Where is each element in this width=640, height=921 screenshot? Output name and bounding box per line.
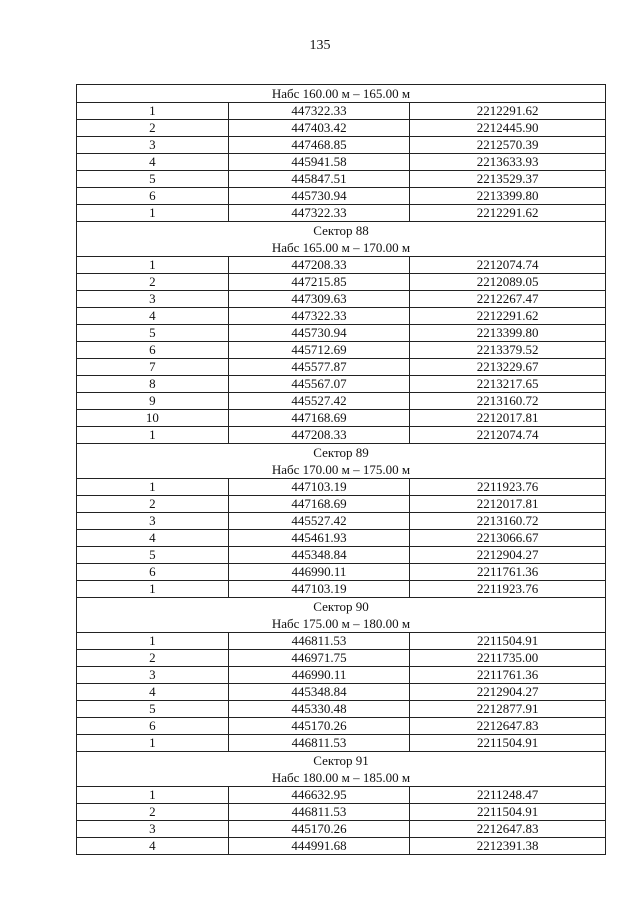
table-row: [77, 564, 606, 581]
y-coordinate-cell: 2212017.81: [410, 410, 606, 427]
table-row: [77, 581, 606, 598]
y-coordinate-cell: 2213066.67: [410, 530, 606, 547]
x-coordinate-cell: 447322.33: [228, 103, 410, 120]
y-coordinate-cell: 2213529.37: [410, 171, 606, 188]
x-coordinate-cell: 446811.53: [228, 804, 410, 821]
x-coordinate-cell: 446971.75: [228, 650, 410, 667]
table-row: [77, 821, 606, 838]
point-number-cell: 6: [77, 718, 229, 735]
x-coordinate-cell: 445567.07: [228, 376, 410, 393]
point-number-cell: 1: [77, 427, 229, 444]
table-row: [77, 650, 606, 667]
point-number-cell: 5: [77, 701, 229, 718]
x-coordinate-cell: 445847.51: [228, 171, 410, 188]
table-row: [77, 479, 606, 496]
point-number-cell: 6: [77, 564, 229, 581]
table-row: [77, 718, 606, 735]
point-number-cell: 4: [77, 530, 229, 547]
section-header-cell: [77, 222, 606, 257]
point-number-cell: 4: [77, 154, 229, 171]
x-coordinate-cell: 447103.19: [228, 479, 410, 496]
y-coordinate-cell: 2212074.74: [410, 427, 606, 444]
point-number-cell: 2: [77, 274, 229, 291]
point-number-cell: 9: [77, 393, 229, 410]
table-row: [77, 838, 606, 855]
point-number-cell: 2: [77, 804, 229, 821]
x-coordinate-cell: 447168.69: [228, 496, 410, 513]
height-range-label: Набс 175.00 м – 180.00 м: [271, 616, 411, 631]
y-coordinate-cell: 2212291.62: [410, 308, 606, 325]
section-header-row: [77, 444, 606, 479]
point-number-cell: 2: [77, 650, 229, 667]
x-coordinate-cell: 445730.94: [228, 325, 410, 342]
x-coordinate-cell: 444991.68: [228, 838, 410, 855]
x-coordinate-cell: 445712.69: [228, 342, 410, 359]
y-coordinate-cell: 2212291.62: [410, 103, 606, 120]
y-coordinate-cell: 2211923.76: [410, 581, 606, 598]
table-row: [77, 513, 606, 530]
x-coordinate-cell: 445941.58: [228, 154, 410, 171]
x-coordinate-cell: 445330.48: [228, 701, 410, 718]
y-coordinate-cell: 2212570.39: [410, 137, 606, 154]
y-coordinate-cell: 2211761.36: [410, 667, 606, 684]
x-coordinate-cell: 445461.93: [228, 530, 410, 547]
height-range-label: Набс 165.00 м – 170.00 м: [271, 240, 411, 255]
table-row: [77, 188, 606, 205]
section-header-row: [77, 85, 606, 103]
table-row: [77, 701, 606, 718]
sector-title: Сектор 91: [313, 753, 369, 768]
table-row: [77, 376, 606, 393]
x-coordinate-cell: 446811.53: [228, 735, 410, 752]
y-coordinate-cell: 2213229.67: [410, 359, 606, 376]
table-row: [77, 684, 606, 701]
y-coordinate-cell: 2211923.76: [410, 479, 606, 496]
table-row: [77, 410, 606, 427]
section-header-cell: [77, 752, 606, 787]
x-coordinate-cell: 445577.87: [228, 359, 410, 376]
section-header-cell: [77, 85, 606, 103]
section-header-row: [77, 222, 606, 257]
x-coordinate-cell: 447215.85: [228, 274, 410, 291]
table-row: [77, 496, 606, 513]
point-number-cell: 2: [77, 120, 229, 137]
x-coordinate-cell: 445348.84: [228, 684, 410, 701]
table-row: [77, 205, 606, 222]
point-number-cell: 6: [77, 342, 229, 359]
point-number-cell: 8: [77, 376, 229, 393]
table-row: [77, 308, 606, 325]
table-row: [77, 257, 606, 274]
point-number-cell: 5: [77, 547, 229, 564]
x-coordinate-cell: 446632.95: [228, 787, 410, 804]
x-coordinate-cell: 447403.42: [228, 120, 410, 137]
y-coordinate-cell: 2213399.80: [410, 325, 606, 342]
point-number-cell: 3: [77, 513, 229, 530]
height-range-label: Набс 160.00 м – 165.00 м: [271, 86, 411, 101]
x-coordinate-cell: 445170.26: [228, 718, 410, 735]
section-header-cell: [77, 598, 606, 633]
section-header-row: [77, 752, 606, 787]
x-coordinate-cell: 445348.84: [228, 547, 410, 564]
point-number-cell: 4: [77, 684, 229, 701]
y-coordinate-cell: 2213217.65: [410, 376, 606, 393]
y-coordinate-cell: 2213160.72: [410, 393, 606, 410]
table-row: [77, 120, 606, 137]
point-number-cell: 1: [77, 103, 229, 120]
point-number-cell: 7: [77, 359, 229, 376]
y-coordinate-cell: 2212089.05: [410, 274, 606, 291]
y-coordinate-cell: 2211504.91: [410, 735, 606, 752]
x-coordinate-cell: 447468.85: [228, 137, 410, 154]
y-coordinate-cell: 2211248.47: [410, 787, 606, 804]
x-coordinate-cell: 447103.19: [228, 581, 410, 598]
y-coordinate-cell: 2212267.47: [410, 291, 606, 308]
table-row: [77, 154, 606, 171]
x-coordinate-cell: 446811.53: [228, 633, 410, 650]
table-row: [77, 393, 606, 410]
section-header-row: [77, 598, 606, 633]
point-number-cell: 2: [77, 496, 229, 513]
x-coordinate-cell: 447208.33: [228, 257, 410, 274]
x-coordinate-cell: 445170.26: [228, 821, 410, 838]
table-row: [77, 787, 606, 804]
y-coordinate-cell: 2213399.80: [410, 188, 606, 205]
height-range-label: Набс 170.00 м – 175.00 м: [271, 462, 411, 477]
page-number: 135: [309, 38, 331, 53]
coordinates-table-body: [77, 85, 606, 855]
point-number-cell: 1: [77, 257, 229, 274]
table-row: [77, 274, 606, 291]
y-coordinate-cell: 2213633.93: [410, 154, 606, 171]
y-coordinate-cell: 2211504.91: [410, 804, 606, 821]
point-number-cell: 1: [77, 633, 229, 650]
point-number-cell: 4: [77, 838, 229, 855]
y-coordinate-cell: 2212074.74: [410, 257, 606, 274]
sector-title: Сектор 89: [313, 445, 369, 460]
point-number-cell: 3: [77, 291, 229, 308]
point-number-cell: 4: [77, 308, 229, 325]
point-number-cell: 1: [77, 581, 229, 598]
table-row: [77, 103, 606, 120]
table-row: [77, 667, 606, 684]
point-number-cell: 1: [77, 479, 229, 496]
y-coordinate-cell: 2211761.36: [410, 564, 606, 581]
table-row: [77, 633, 606, 650]
table-row: [77, 325, 606, 342]
table-row: [77, 359, 606, 376]
point-number-cell: 1: [77, 735, 229, 752]
table-row: [77, 735, 606, 752]
x-coordinate-cell: 447208.33: [228, 427, 410, 444]
point-number-cell: 3: [77, 137, 229, 154]
point-number-cell: 1: [77, 205, 229, 222]
y-coordinate-cell: 2212647.83: [410, 821, 606, 838]
section-header-cell: [77, 444, 606, 479]
x-coordinate-cell: 447309.63: [228, 291, 410, 308]
x-coordinate-cell: 445730.94: [228, 188, 410, 205]
point-number-cell: 5: [77, 325, 229, 342]
y-coordinate-cell: 2212291.62: [410, 205, 606, 222]
x-coordinate-cell: 446990.11: [228, 564, 410, 581]
coordinates-table: [76, 84, 606, 855]
point-number-cell: 3: [77, 821, 229, 838]
x-coordinate-cell: 447322.33: [228, 308, 410, 325]
table-row: [77, 171, 606, 188]
y-coordinate-cell: 2212017.81: [410, 496, 606, 513]
table-row: [77, 547, 606, 564]
x-coordinate-cell: 447322.33: [228, 205, 410, 222]
y-coordinate-cell: 2212904.27: [410, 547, 606, 564]
table-row: [77, 137, 606, 154]
y-coordinate-cell: 2211504.91: [410, 633, 606, 650]
y-coordinate-cell: 2212877.91: [410, 701, 606, 718]
y-coordinate-cell: 2212904.27: [410, 684, 606, 701]
table-row: [77, 530, 606, 547]
x-coordinate-cell: 445527.42: [228, 513, 410, 530]
height-range-label: Набс 180.00 м – 185.00 м: [271, 770, 411, 785]
y-coordinate-cell: 2212445.90: [410, 120, 606, 137]
x-coordinate-cell: 445527.42: [228, 393, 410, 410]
point-number-cell: 3: [77, 667, 229, 684]
point-number-cell: 1: [77, 787, 229, 804]
point-number-cell: 6: [77, 188, 229, 205]
y-coordinate-cell: 2211735.00: [410, 650, 606, 667]
table-row: [77, 291, 606, 308]
table-row: [77, 427, 606, 444]
y-coordinate-cell: 2212391.38: [410, 838, 606, 855]
x-coordinate-cell: 447168.69: [228, 410, 410, 427]
table-row: [77, 342, 606, 359]
table-row: [77, 804, 606, 821]
sector-title: Сектор 88: [313, 223, 369, 238]
sector-title: Сектор 90: [313, 599, 369, 614]
x-coordinate-cell: 446990.11: [228, 667, 410, 684]
y-coordinate-cell: 2213379.52: [410, 342, 606, 359]
y-coordinate-cell: 2212647.83: [410, 718, 606, 735]
y-coordinate-cell: 2213160.72: [410, 513, 606, 530]
point-number-cell: 5: [77, 171, 229, 188]
point-number-cell: 10: [77, 410, 229, 427]
